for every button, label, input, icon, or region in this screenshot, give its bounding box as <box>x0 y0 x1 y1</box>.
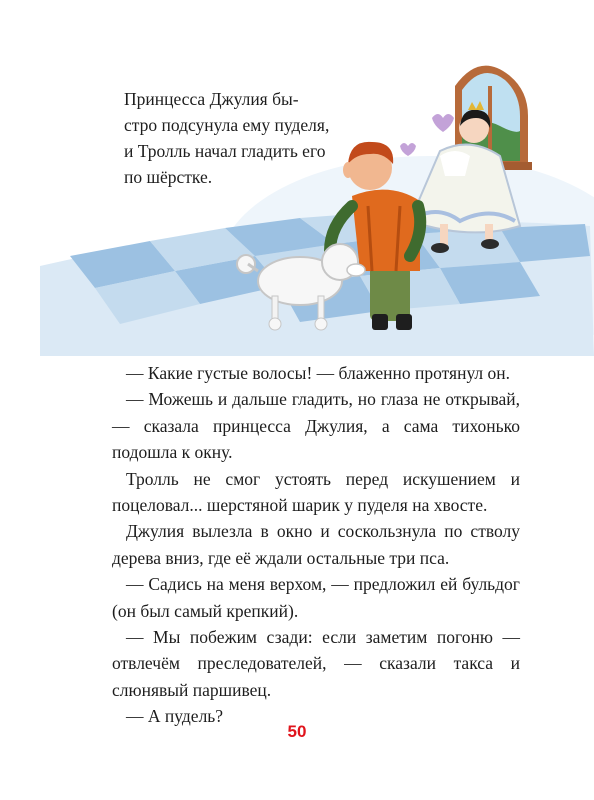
story-paragraph-4: Джулия вылезла в окно и соскользнула по стволу дерева вниз, где её ждали остальные три пса. <box>112 521 520 568</box>
story-paragraph-6: — Мы побежим сзади: если заметим погоню — отвлечём преследователей, — сказали такса и слюнявый паршивец. <box>112 627 520 700</box>
page-number: 50 <box>287 722 307 741</box>
story-paragraph-3: Тролль не смог устоять перед искушением и поцеловал... шерстяной шарик у пуделя на хвосте. <box>112 468 520 516</box>
story-paragraph-1: — Какие густые волосы! — блаженно протянул он. <box>126 363 511 383</box>
intro-line-2: стро подсунула ему пуделя, <box>124 115 330 135</box>
intro-line-4: по шёрстке. <box>124 167 213 187</box>
intro-line-3: и Тролль начал гладить его <box>124 141 326 161</box>
intro-paragraph <box>124 86 338 190</box>
story-paragraph-5: — Садись на меня верхом, — предложил ей бульдог (он был самый крепкий). <box>112 574 520 621</box>
story-text <box>112 360 520 730</box>
story-paragraph-2: — Можешь и дальше гладить, но глаза не открывай, — сказала принцесса Джулия, а сама тихонько подошла к окну. <box>112 389 520 463</box>
story-paragraph-7: — А пудель? <box>126 706 224 727</box>
intro-line-1: Принцесса Джулия бы- <box>124 89 299 109</box>
